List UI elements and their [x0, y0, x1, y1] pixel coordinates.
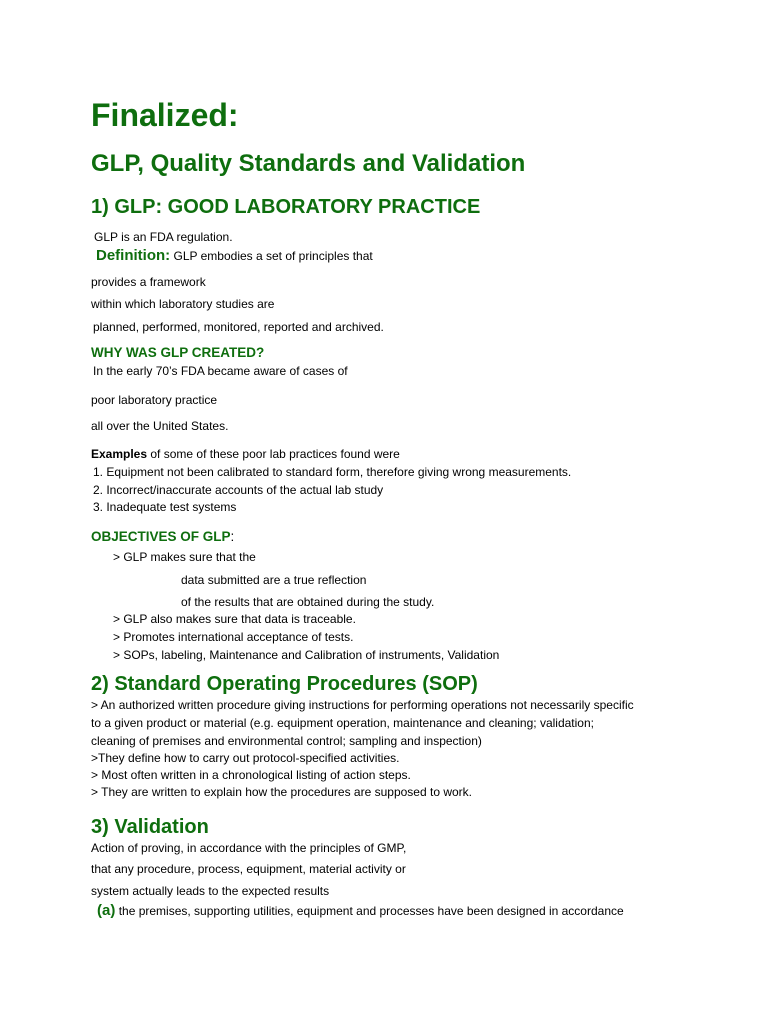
sop-line: >They define how to carry out protocol-specified activities.	[91, 751, 400, 765]
page-heading: Finalized:	[91, 97, 239, 133]
sop-line: to a given product or material (e.g. equipment operation, maintenance and cleaning; validation;	[91, 716, 594, 730]
why-text: poor laboratory practice	[91, 393, 218, 407]
why-text: all over the United States.	[91, 419, 229, 433]
why-heading: WHY WAS GLP CREATED?	[91, 345, 265, 360]
examples-list-item: 2. Incorrect/inaccurate accounts of the actual lab study	[93, 483, 384, 497]
section-heading-validation: 3) Validation	[91, 816, 209, 838]
validation-item-a-text: the premises, supporting utilities, equipment and processes have been designed in accordance	[118, 904, 624, 918]
sop-line: cleaning of premises and environmental control; sampling and inspection)	[91, 734, 482, 748]
document-title: GLP, Quality Standards and Validation	[91, 150, 526, 177]
examples-intro	[91, 447, 400, 461]
sop-line: > They are written to explain how the procedures are supposed to work.	[91, 785, 472, 799]
objectives-heading-line	[91, 529, 234, 545]
examples-list-item: 1. Equipment not been calibrated to standard form, therefore giving wrong measurements.	[93, 465, 572, 479]
section-heading-sop: 2) Standard Operating Procedures (SOP)	[91, 673, 478, 695]
sop-line: > An authorized written procedure giving instructions for performing operations not necessarily specific	[91, 698, 634, 712]
objective-line: > Promotes international acceptance of tests.	[113, 630, 354, 644]
validation-line: Action of proving, in accordance with the principles of GMP,	[91, 841, 407, 855]
objective-line: > SOPs, labeling, Maintenance and Calibration of instruments, Validation	[113, 648, 500, 662]
definition-text: GLP embodies a set of principles that	[173, 249, 373, 263]
objectives-heading: OBJECTIVES OF GLP	[91, 529, 231, 544]
objective-line: > GLP makes sure that the	[113, 550, 256, 564]
examples-rest: of some of these poor lab practices found were	[147, 447, 400, 461]
validation-line: system actually leads to the expected results	[91, 884, 330, 898]
validation-item-a	[97, 904, 624, 918]
definition-text: provides a framework	[91, 275, 206, 289]
definition-label: Definition:	[96, 247, 171, 264]
validation-line: that any procedure, process, equipment, material activity or	[91, 862, 406, 876]
definition-text: planned, performed, monitored, reported and archived.	[93, 320, 384, 334]
glp-intro: GLP is an FDA regulation.	[94, 230, 233, 244]
examples-list-item: 3. Inadequate test systems	[93, 500, 237, 514]
section-heading-glp: 1) GLP: GOOD LABORATORY PRACTICE	[91, 196, 481, 218]
objective-line: data submitted are a true reflection	[181, 573, 367, 587]
examples-bold: Examples	[91, 447, 148, 461]
sop-line: > Most often written in a chronological listing of action steps.	[91, 768, 411, 782]
objectives-colon: :	[230, 529, 235, 544]
why-text: In the early 70’s FDA became aware of cases of	[93, 364, 348, 378]
objective-line: of the results that are obtained during the study.	[181, 595, 435, 609]
objective-line: > GLP also makes sure that data is traceable.	[113, 612, 356, 626]
definition-text: within which laboratory studies are	[91, 297, 275, 311]
validation-item-a-label: (a)	[97, 902, 116, 919]
definition-line	[96, 249, 373, 263]
